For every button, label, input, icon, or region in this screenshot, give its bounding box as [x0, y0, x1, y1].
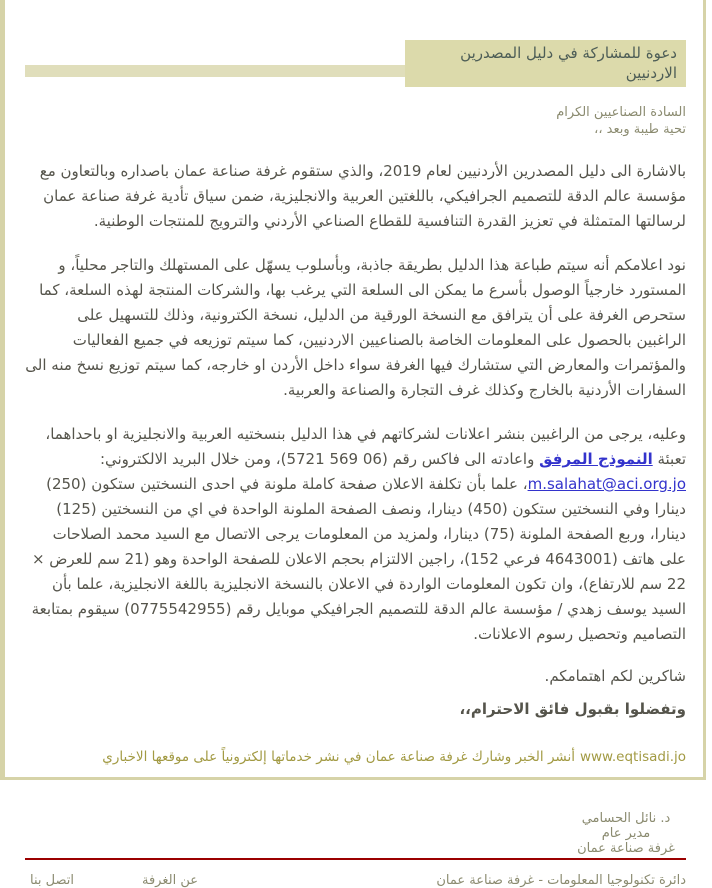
footer-department-text: دائرة تكنولوجيا المعلومات - غرفة صناعة عمان [436, 873, 686, 888]
salutation-text: السادة الصناعيين الكرام [556, 105, 686, 120]
paragraph-intro: بالاشارة الى دليل المصدرين الأردنيين لعام 2019، والذي ستقوم غرفة صناعة عمان باصداره وبالتعاون مع مؤسسة عالم الدقة للتصميم الجرافيكي، باللغتين العربية والانجليزية، ضمن سياق تأدية غرفة صناعة عمان لرسالتها المتمثلة في تعزيز القدرة التنافسية للقطاع الصناعي الأردني والترويج للمنتجات الوطنية. [39, 162, 686, 230]
email-link[interactable]: m.salahat@aci.org.jo [527, 475, 686, 493]
footer-divider-line [25, 858, 686, 860]
signatory-role: مدير عام [601, 826, 651, 841]
advert-text-before-form: وعليه، يرجى من الراغبين بنشر اعلانات لشركاتهم في هذا الدليل بنسختيه العربية والانجليزية او باحداهما، تعبئة [45, 425, 686, 468]
greeting-block [25, 104, 686, 138]
signatory-organization: غرفة صناعة عمان [577, 841, 675, 856]
title-banner-strip [25, 65, 405, 77]
advert-text-after-email: ، علما بأن تكلفة الاعلان صفحة كاملة ملونة في احدى النسختين ستكون (250) دينارا وفي النسختين ستكون (450) دينارا، ونصف الصفحة الملونة الواحدة في اي من النسختين (125) دينارا، وربع الصفحة الملونة (75) دينارا، ولمزيد من المعلومات يرجى الاتصال مع السيد محمد الصلاحات على هاتف (4643001 فرعي 152)، راجين الالتزام بحجم الاعلان للصفحة الواحدة وهو (21 سم للعرض × 22 سم للارتفاع)، وان تكون المعلومات الواردة في الاعلان بالنسخة الانجليزية باللغة الانجليزية، علما بأن السيد يوسف زهدي / مؤسسة عالم الدقة للتصميم الجرافيكي موبايل رقم (0775542955) سيقوم بمتابعة التصاميم وتحصيل رسوم الاعلانات. [31, 475, 686, 643]
thanks-line: شاكرين لكم اهتمامكم. [544, 667, 686, 685]
news-text: أنشر الخبر وشارك غرفة صناعة عمان في نشر خدماتها إلكترونياً على موقعها الاخباري [102, 749, 575, 765]
about-chamber-link[interactable]: عن الغرفة [141, 873, 198, 888]
news-banner [25, 749, 686, 765]
signatory-name: د. نائل الحسامي [581, 811, 671, 826]
title-banner-row [25, 40, 686, 87]
footer-bar [25, 873, 686, 888]
paragraph-directory-details: نود اعلامكم أنه سيتم طباعة هذا الدليل بطريقة جاذبة، وبأسلوب يسهّل على المستهلك والتاجر محلياً، و المستورد خارجياً الوصول بأسرع ما يمكن الى السلعة التي يرغب بها، والشركات المنتجة لهذه السلعة، كما ستحرص الغرفة على أن يترافق مع النسخة الورقية من الدليل، نسخة الكترونية، وذلك للتسهيل على الراغبين بالحصول على المعلومات الخاصة بالصناعيين الاردنيين، كما سيتم توزيعه في جميع الفعاليات والمؤتمرات والمعارض التي ستشارك فيها الغرفة سواء داخل الأردن او خارجه، كما سيتم توزيع نسخ منه الى السفارات الأردنية بالخارج وكذلك غرف التجارة والصناعة والعربية. [25, 256, 686, 399]
letter-content [5, 0, 703, 888]
eqtisadi-site-link[interactable]: www.eqtisadi.jo [579, 749, 686, 765]
page-title: دعوة للمشاركة في دليل المصدرين الاردنيين [405, 40, 686, 87]
contact-us-link[interactable]: اتصل بنا [30, 873, 74, 888]
signature-block [566, 811, 686, 856]
paragraph-advert-instructions [25, 422, 686, 647]
opening-text: تحية طيبة وبعد ،، [594, 122, 686, 137]
advert-text-after-form: واعادته الى فاكس رقم (06 569 5721)، ومن خلال البريد الالكتروني: [99, 450, 540, 468]
attached-form-link[interactable]: النموذج المرفق [539, 450, 653, 468]
closing-line: وتفضلوا بقبول فائق الاحترام،، [459, 700, 686, 718]
